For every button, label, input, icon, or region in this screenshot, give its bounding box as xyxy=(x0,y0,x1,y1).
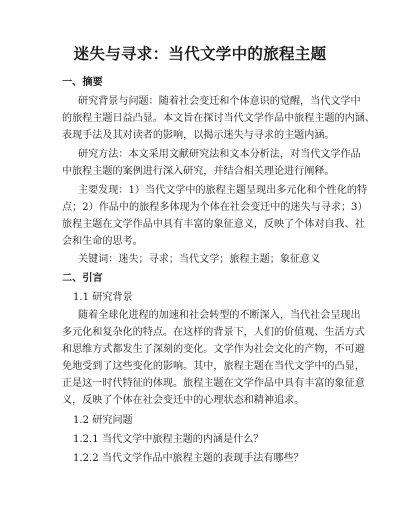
abstract-findings-line: 点；2）作品中的旅程多体现为个体在社会变迁中的迷失与寻求；3） xyxy=(62,202,368,213)
intro-paragraph-line: 多元化和复杂化的特点。在这样的背景下，人们的价值观、生活方式 xyxy=(62,327,365,338)
intro-paragraph-line: 随着全球化进程的加速和社会转型的不断深入，当代社会呈现出 xyxy=(78,310,361,321)
intro-paragraph-line: 义，反映了个体在社会变迁中的心理状态和精神追求。 xyxy=(62,395,305,406)
abstract-methods-line: 研究方法：本文采用文献研究法和文本分析法，对当代文学作品 xyxy=(78,149,361,160)
subsection-heading: 1.2 研究问题 xyxy=(73,415,133,426)
abstract-background-line: 研究背景与问题：随着社会变迁和个体意识的觉醒，当代文学中 xyxy=(78,96,361,107)
document-title: 迷失与寻求：当代文学中的旅程主题 xyxy=(73,45,327,63)
abstract-background-line: 的旅程主题日益凸显。本文旨在探讨当代文学作品中旅程主题的内涵、 xyxy=(62,113,375,124)
abstract-heading: 一、摘要 xyxy=(62,77,103,88)
intro-paragraph-line: 正是这一时代特征的体现。旅程主题在文学作品中具有丰富的象征意 xyxy=(62,378,365,389)
abstract-methods-line: 中旅程主题的案例进行深入研究，并结合相关理论进行阐释。 xyxy=(62,166,335,177)
abstract-findings-line: 主要发现：1）当代文学中的旅程主题呈现出多元化和个性化的特 xyxy=(78,185,368,196)
abstract-findings-line: 旅程主题在文学作品中具有丰富的象征意义，反映了个体对自我、社 xyxy=(62,219,365,230)
intro-paragraph-line: 和思维方式都发生了深刻的变化。文学作为社会文化的产物，不可避 xyxy=(62,344,365,355)
intro-heading: 二、引言 xyxy=(62,273,103,284)
abstract-findings-line: 会和生命的思考。 xyxy=(62,236,143,247)
subsection-heading: 1.1 研究背景 xyxy=(73,292,133,303)
research-question: 1.2.1 当代文学中旅程主题的内涵是什么？ xyxy=(73,434,264,445)
research-question: 1.2.2 当代文学作品中旅程主题的表现手法有哪些？ xyxy=(73,453,304,464)
keywords-line: 关键词：迷失；寻求；当代文学；旅程主题；象征意义 xyxy=(78,254,321,265)
intro-paragraph-line: 免地受到了这些变化的影响。其中，旅程主题在当代文学中的凸显， xyxy=(62,361,365,372)
abstract-background-line: 表现手法及其对读者的影响，以揭示迷失与寻求的主题内涵。 xyxy=(62,130,335,141)
